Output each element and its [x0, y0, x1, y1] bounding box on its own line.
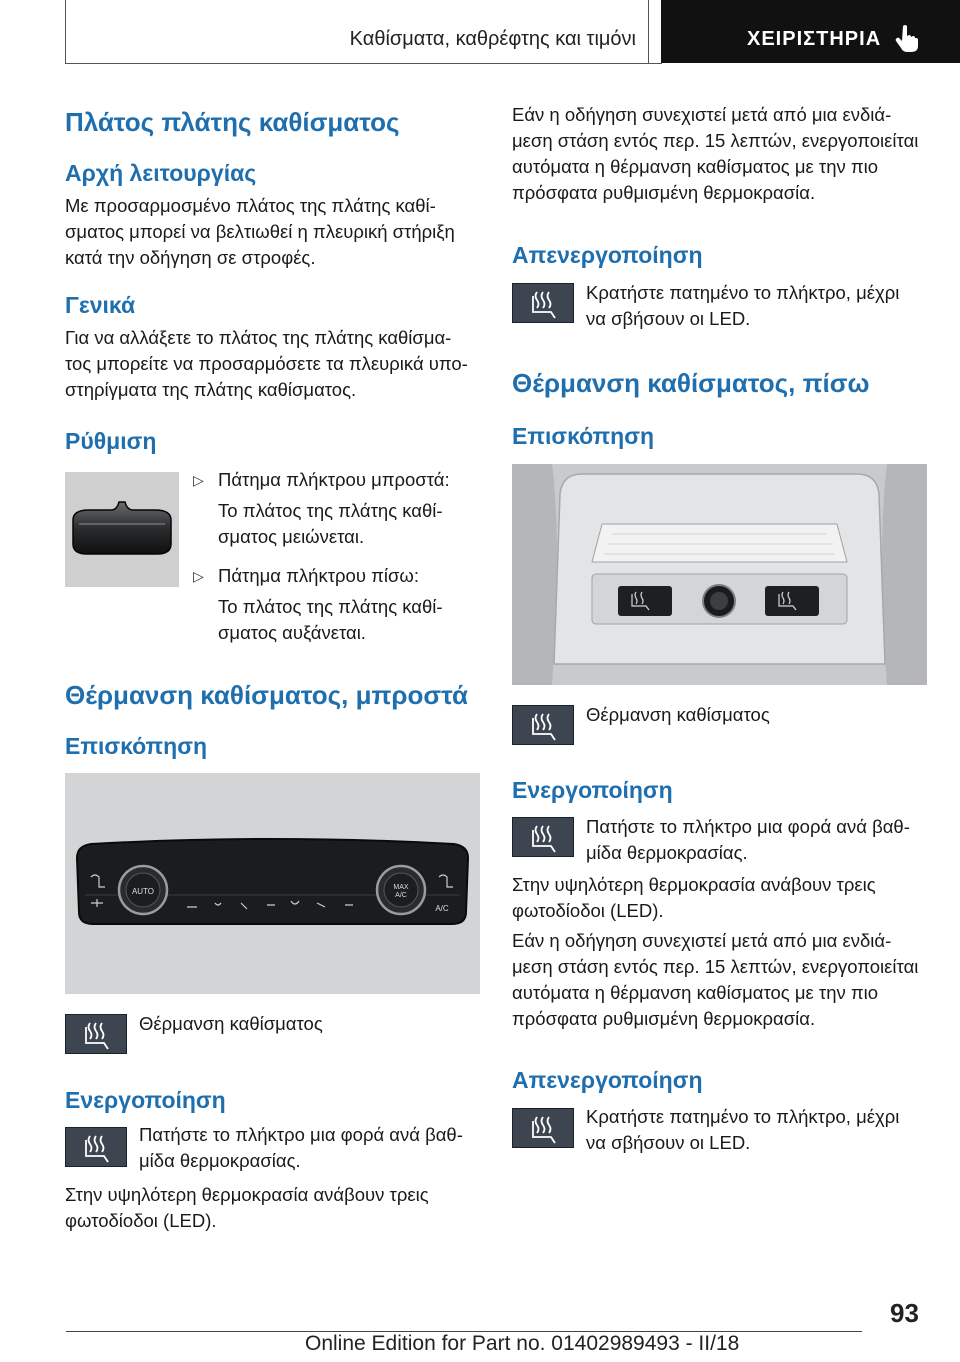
seat-heating-button-icon — [512, 283, 574, 323]
bullet-marker: ▷ — [193, 568, 204, 584]
general-text: Για να αλλάξετε το πλάτος της πλάτης καθίσμα- τος μπορείτε να προσαρμόσετε τα πλευρικά υπο- στηρίγματα της πλάτης καθίσματος. — [65, 327, 468, 400]
rear-console-image — [512, 464, 927, 685]
header-divider-right — [648, 0, 649, 64]
rocker-switch-graphic — [65, 472, 179, 587]
front-climate-panel-image — [65, 773, 480, 994]
chapter-title: Καθίσματα, καθρέφτης και τιμόνι — [349, 28, 636, 50]
bullet-front-result: Το πλάτος της πλάτης καθί- σματος μειώνεται. — [218, 500, 443, 547]
heading-rear-seat-heating: Θέρμανση καθίσματος, πίσω — [512, 368, 870, 398]
rear-icon-caption: Θέρμανση καθίσματος — [586, 704, 770, 725]
front-leds-text: Στην υψηλότερη θερμοκρασία ανάβουν τρεις φωτοδίοδοι (LED). — [65, 1184, 429, 1231]
bullet-marker: ▷ — [193, 472, 204, 488]
panel-max-label: MAX — [393, 884, 409, 891]
seat-heating-button-icon — [512, 817, 574, 857]
seat-heating-icon — [513, 284, 575, 324]
pointing-hand-icon — [894, 24, 920, 52]
heading-front-seat-heating: Θέρμανση καθίσματος, μπροστά — [65, 680, 469, 710]
front-activate-text: Πατήστε το πλήκτρο μια φορά ανά βαθ- μίδα θερμοκρασίας. — [139, 1124, 463, 1171]
seat-heating-button-icon — [65, 1127, 127, 1167]
seat-heating-icon — [513, 818, 575, 858]
seat-heating-button-icon — [65, 1014, 127, 1054]
seat-heating-icon — [513, 706, 575, 746]
seat-heating-icon — [66, 1015, 128, 1055]
heading-backrest-width: Πλάτος πλάτης καθίσματος — [65, 107, 400, 137]
seat-heating-icon — [513, 1109, 575, 1149]
heading-rear-deactivate: Απενεργοποίηση — [512, 1067, 703, 1093]
heading-rear-overview: Επισκόπηση — [512, 423, 654, 449]
rear-auto-resume-text: Εάν η οδήγηση συνεχιστεί μετά από μια ενδιά- μεση στάση εντός περ. 15 λεπτών, ενεργοποιείται αυτόματα η θέρμανση καθίσματος με την πιο πρόσφατα ρυθμισμένη θερμοκρασία. — [512, 930, 919, 1029]
section-tab — [661, 0, 960, 63]
principle-text: Με προσαρμοσμένο πλάτος της πλάτης καθί- σματος μπορεί να βελτιωθεί η πλευρική στήριξη κατά την οδήγηση σε στροφές. — [65, 195, 455, 268]
bullet-rear-result: Το πλάτος της πλάτης καθί- σματος αυξάνεται. — [218, 596, 443, 643]
seat-heating-button-icon — [512, 1108, 574, 1148]
rear-leds-text: Στην υψηλότερη θερμοκρασία ανάβουν τρεις φωτοδίοδοι (LED). — [512, 874, 876, 921]
front-deactivate-text: Κρατήστε πατημένο το πλήκτρο, μέχρι να σβήσουν οι LED. — [586, 282, 900, 329]
section-label: ΧΕΙΡΙΣΤΗΡΙΑ — [747, 28, 882, 50]
panel-ac-button-label: A/C — [435, 904, 449, 913]
heading-front-deactivate: Απενεργοποίηση — [512, 242, 703, 268]
panel-auto-label: AUTO — [131, 887, 155, 896]
heading-rear-activate: Ενεργοποίηση — [512, 777, 673, 803]
bullet-rear-press: Πάτημα πλήκτρου πίσω: — [218, 565, 419, 586]
page-number: 93 — [890, 1298, 919, 1328]
heading-front-activate: Ενεργοποίηση — [65, 1087, 226, 1113]
panel-ac-label: A/C — [395, 892, 407, 899]
seat-heating-button-icon — [512, 705, 574, 745]
heading-front-overview: Επισκόπηση — [65, 733, 207, 759]
bullet-front-press: Πάτημα πλήκτρου μπροστά: — [218, 469, 450, 490]
front-icon-caption: Θέρμανση καθίσματος — [139, 1013, 323, 1034]
header-rule — [66, 63, 662, 64]
backrest-width-switch-image — [65, 472, 179, 587]
heading-general: Γενικά — [65, 292, 136, 318]
rear-console-graphic — [512, 464, 927, 685]
heading-adjust: Ρύθμιση — [65, 428, 157, 454]
rear-deactivate-text: Κρατήστε πατημένο το πλήκτρο, μέχρι να σβήσουν οι LED. — [586, 1106, 900, 1153]
heading-principle: Αρχή λειτουργίας — [65, 160, 257, 186]
seat-heating-icon — [66, 1128, 128, 1168]
edition-footer: Online Edition for Part no. 01402989493 - II/18 — [305, 1332, 740, 1355]
rear-activate-text: Πατήστε το πλήκτρο μια φορά ανά βαθ- μίδα θερμοκρασίας. — [586, 816, 910, 863]
front-auto-resume-text: Εάν η οδήγηση συνεχιστεί μετά από μια ενδιά- μεση στάση εντός περ. 15 λεπτών, ενεργοποιείται αυτόματα η θέρμανση καθίσματος με την πιο πρόσφατα ρυθμισμένη θερμοκρασία. — [512, 104, 919, 203]
climate-panel-graphic — [65, 773, 480, 994]
